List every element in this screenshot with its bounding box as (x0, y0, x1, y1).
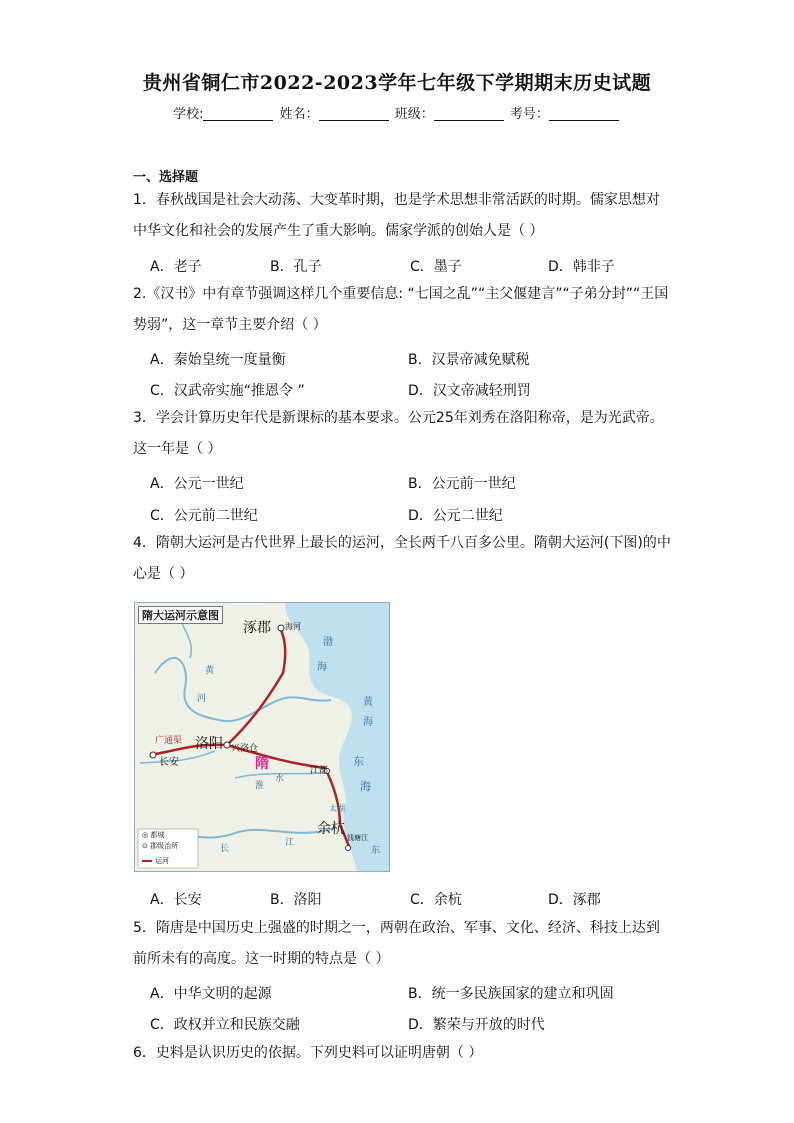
legend-prefecture: ⊙ 郡级治所 (142, 842, 179, 850)
question-stem-line: 势弱”，这一章节主要介绍（ ） (133, 317, 327, 333)
changan-dot (150, 752, 156, 758)
option-c[interactable]: C．汉武帝实施“推恩令 ” (150, 383, 305, 399)
label-huai: 淮 (255, 781, 265, 791)
label-he-river: 河 (197, 694, 207, 704)
label-yellow-sea: 黄 (363, 697, 373, 708)
label-shui: 水 (275, 774, 285, 784)
zhuojun-dot (278, 625, 284, 631)
question-stem-line: 5．隋唐是中国历史上强盛的时期之一，两朝在政治、军事、文化、经济、科技上达到 (133, 920, 660, 936)
question-stem-line: 6．史料是认识历史的依据。下列史料可以证明唐朝（ ） (133, 1045, 483, 1061)
option-d[interactable]: D．韩非子 (548, 259, 615, 275)
page-title: 贵州省铜仁市2022-2023学年七年级下学期期末历史试题 (142, 72, 652, 94)
label-taihu: 太湖 (329, 804, 345, 813)
class-label: 班级： (394, 107, 434, 122)
yellow-river-north (180, 618, 191, 658)
luoyang-dot (224, 742, 230, 748)
question-5 (133, 913, 673, 975)
section-heading: 一、选择题 (133, 170, 199, 185)
question-stem-line: 心是（ ） (133, 566, 194, 582)
name-blank[interactable] (319, 106, 389, 121)
question-4 (133, 528, 673, 590)
option-d[interactable]: D．涿郡 (548, 892, 601, 908)
label-yellow-sea-2: 海 (363, 717, 373, 728)
option-b[interactable]: B．统一多民族国家的建立和巩固 (408, 986, 614, 1002)
student-info-line (0, 103, 794, 122)
option-b[interactable]: B．孔子 (270, 259, 322, 275)
question-2 (133, 279, 673, 341)
name-label: 姓名： (279, 107, 319, 122)
question-stem-line: 中华文化和社会的发展产生了重大影响。儒家学派的创始人是（ ） (133, 223, 544, 239)
label-yuhang: 余杭 (317, 821, 345, 837)
option-c[interactable]: C．政权并立和民族交融 (150, 1017, 300, 1033)
map-title: 隋大运河示意图 (138, 606, 223, 624)
option-c[interactable]: C．公元前二世纪 (150, 508, 258, 524)
question-stem-line: 4．隋朝大运河是古代世界上最长的运河，全长两千八百多公里。隋朝大运河(下图)的中 (133, 535, 671, 551)
option-c[interactable]: C．余杭 (410, 892, 462, 908)
option-b[interactable]: B．公元前一世纪 (408, 476, 516, 492)
grand-canal-map (134, 602, 390, 872)
option-a[interactable]: A．长安 (150, 892, 202, 908)
school-blank[interactable] (203, 106, 273, 121)
label-east-sea-2: 海 (360, 780, 371, 793)
question-stem-line: 前所未有的高度。这一时期的特点是（ ） (133, 951, 390, 967)
option-d[interactable]: D．繁荣与开放的时代 (408, 1017, 545, 1033)
option-d[interactable]: D．公元二世纪 (408, 508, 503, 524)
question-stem-line: 2.《汉书》中有章节强调这样几个重要信息: “七国之乱”“主父偃建言”“子弟分封”“王国 (133, 286, 669, 302)
option-b[interactable]: B．汉景帝减免赋税 (408, 352, 530, 368)
label-changan: 长安 (159, 757, 179, 768)
question-stem-line: 3．学会计算历史年代是新课标的基本要求。公元25年刘秀在洛阳称帝，是为光武帝。 (133, 410, 664, 426)
option-a[interactable]: A．中华文明的起源 (150, 986, 272, 1002)
label-bohai: 渤 (323, 637, 333, 648)
label-huang-river: 黄 (205, 666, 215, 676)
label-jiang: 江 (285, 838, 295, 848)
option-a[interactable]: A．老子 (150, 259, 202, 275)
yuhang-dot (346, 846, 351, 851)
option-d[interactable]: D．汉文帝减轻刑罚 (408, 383, 531, 399)
question-1 (133, 185, 673, 247)
school-label: 学校: (173, 107, 204, 122)
legend-canal: 运河 (155, 857, 169, 865)
option-c[interactable]: C．墨子 (410, 259, 462, 275)
exam-number-label: 考号： (509, 107, 549, 122)
question-stem-line: 这一年是（ ） (133, 441, 222, 457)
label-haihe: 海河 (285, 622, 301, 631)
question-6 (133, 1038, 673, 1069)
option-b[interactable]: B．洛阳 (270, 892, 322, 908)
label-xingluocang: 兴洛仓 (231, 744, 259, 754)
label-guangtongqu: 广通渠 (155, 736, 183, 746)
class-blank[interactable] (434, 106, 504, 121)
option-a[interactable]: A．秦始皇统一度量衡 (150, 352, 286, 368)
question-stem-line: 1．春秋战国是社会大动荡、大变革时期，也是学术思想非常活跃的时期。儒家思想对 (133, 192, 660, 208)
label-chang: 长 (220, 844, 230, 854)
question-3 (133, 403, 673, 465)
label-qiantangjiang: 钱塘江 (347, 834, 368, 842)
label-east-sea-3: 东 (371, 846, 381, 856)
option-a[interactable]: A．公元一世纪 (150, 476, 244, 492)
exam-number-blank[interactable] (549, 106, 619, 121)
label-jiangdu: 江都 (310, 766, 329, 776)
label-zhuojun: 涿郡 (243, 620, 271, 636)
yellow-river (155, 658, 331, 721)
label-east-sea: 东 (353, 755, 364, 768)
label-luoyang: 洛阳 (195, 736, 223, 752)
label-bohai-sea: 海 (317, 662, 327, 673)
label-sui: 隋 (255, 756, 269, 772)
legend-capital: ◎ 都城 (142, 831, 165, 839)
